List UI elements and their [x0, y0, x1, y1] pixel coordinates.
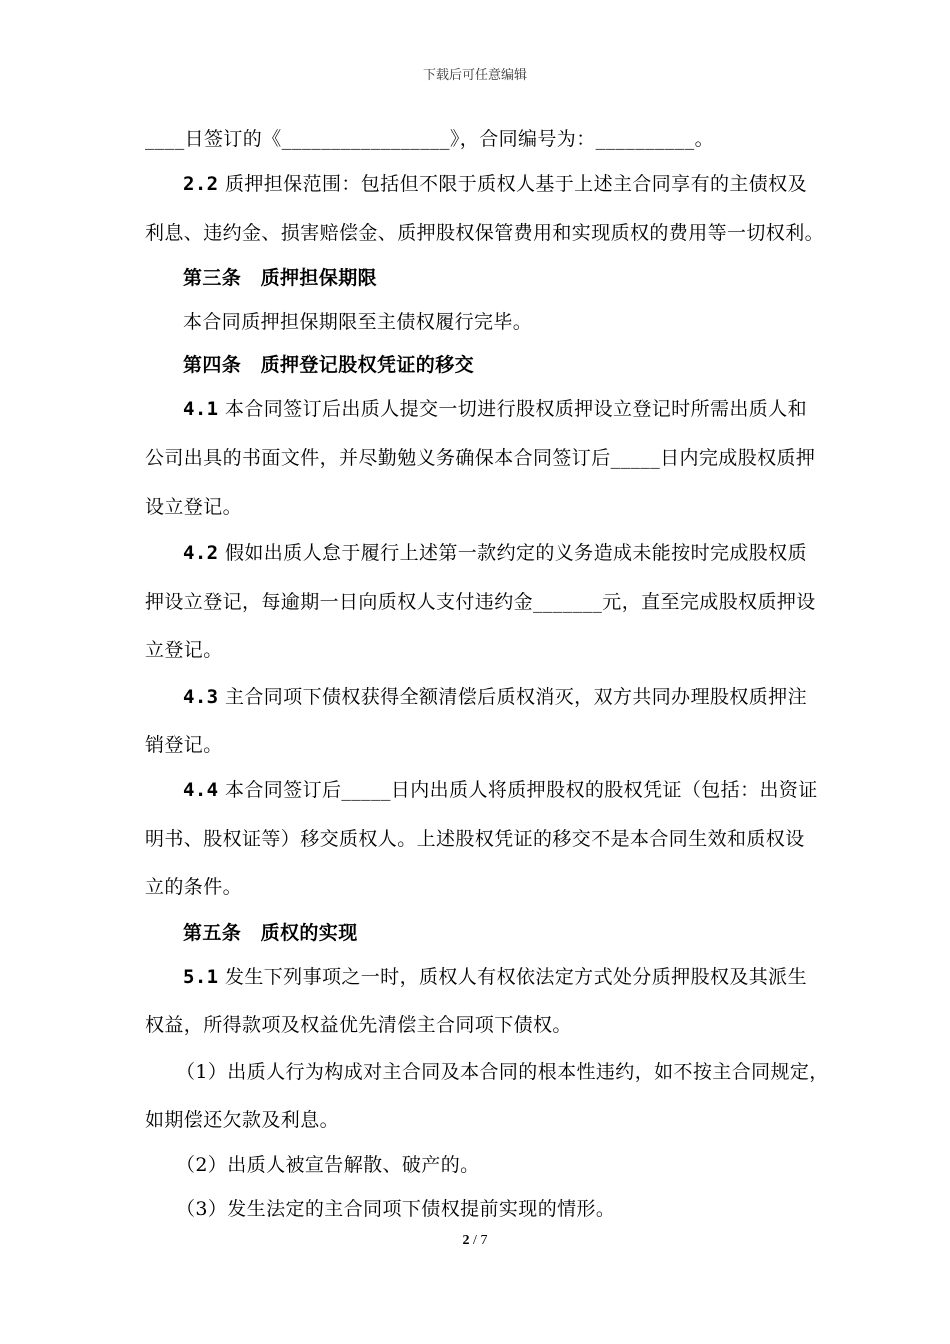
article-4-heading: 第四条 质押登记股权凭证的移交: [183, 354, 475, 376]
paragraph-line: 销登记。: [145, 734, 223, 756]
clause-4-4: 4.4 本合同签订后_____日内出质人将质押股权的股权凭证（包括：出资证: [183, 779, 818, 801]
paragraph-line: 公司出具的书面文件，并尽勤勉义务确保本合同签订后_____日内完成股权质押: [145, 447, 816, 469]
page-number: 2 / 7: [462, 1233, 488, 1248]
paragraph-line: 立登记。: [145, 639, 223, 661]
clause-number: 4.4: [183, 779, 219, 801]
paragraph-line: 押设立登记，每逾期一日向质权人支付违约金_______元，直至完成股权质押设: [145, 591, 816, 613]
page-header: 下载后可任意编辑: [422, 68, 527, 83]
list-item-3: （3）发生法定的主合同项下债权提前实现的情形。: [176, 1198, 616, 1220]
paragraph-line: ____日签订的《_________________》，合同编号为：__________。: [145, 128, 715, 150]
clause-4-1: 4.1 本合同签订后出质人提交一切进行股权质押设立登记时所需出质人和: [183, 398, 807, 420]
clause-2-2: 2.2 质押担保范围：包括但不限于质权人基于上述主合同享有的主债权及: [183, 173, 807, 195]
clause-number: 4.3: [183, 686, 219, 708]
clause-5-1: 5.1 发生下列事项之一时，质权人有权依法定方式处分质押股权及其派生: [183, 966, 807, 988]
clause-number: 5.1: [183, 966, 219, 988]
article-3-heading: 第三条 质押担保期限: [183, 267, 378, 289]
article-5-heading: 第五条 质权的实现: [183, 922, 358, 944]
list-item-1: （1）出质人行为构成对主合同及本合同的根本性违约，如不按主合同规定，: [176, 1061, 829, 1083]
clause-number: 4.2: [183, 542, 219, 564]
clause-number: 2.2: [183, 173, 219, 195]
paragraph-line: 立的条件。: [145, 876, 243, 898]
clause-4-3: 4.3 主合同项下债权获得全额清偿后质权消灭，双方共同办理股权质押注: [183, 686, 807, 708]
paragraph-line: 权益，所得款项及权益优先清偿主合同项下债权。: [145, 1014, 572, 1036]
clause-4-2: 4.2 假如出质人怠于履行上述第一款约定的义务造成未能按时完成股权质: [183, 542, 807, 564]
list-item-2: （2）出质人被宣告解散、破产的。: [176, 1154, 480, 1176]
paragraph-line: 本合同质押担保期限至主债权履行完毕。: [183, 311, 533, 333]
paragraph-line: 利息、违约金、损害赔偿金、质押股权保管费用和实现质权的费用等一切权利。: [145, 222, 825, 244]
paragraph-line: 明书、股权证等）移交质权人。上述股权凭证的移交不是本合同生效和质权设: [145, 828, 805, 850]
paragraph-line: 设立登记。: [145, 496, 243, 518]
paragraph-line: 如期偿还欠款及利息。: [145, 1109, 340, 1131]
clause-number: 4.1: [183, 398, 219, 420]
